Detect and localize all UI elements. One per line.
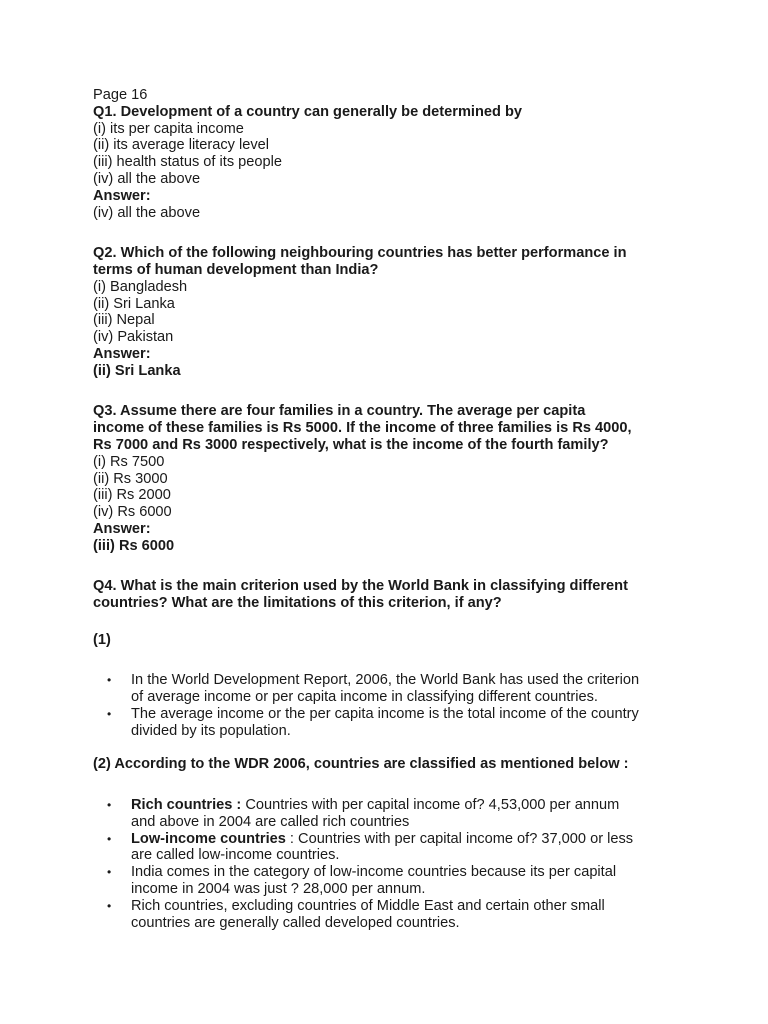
- list-item-line: are called low-income countries.: [131, 847, 340, 864]
- q3-question-line: income of these families is Rs 5000. If the income of three families is Rs 4000,: [93, 420, 632, 437]
- list-item-line: • The average income or the per capita income is the total income of the country: [131, 705, 639, 722]
- q3-option: (iii) Rs 2000: [93, 487, 171, 504]
- q2-option: (i) Bangladesh: [93, 278, 188, 295]
- q1-option: (ii) its average literacy level: [93, 137, 269, 154]
- list-item-text: Countries with per capital income of? 4,53,000 per annum: [241, 797, 620, 814]
- q3-option: (i) Rs 7500: [93, 453, 165, 470]
- q2-question-line: Q2. Which of the following neighbouring countries has better performance in: [93, 245, 627, 262]
- q1-answer: (iv) all the above: [93, 204, 201, 221]
- q1-answer-label: Answer:: [93, 187, 151, 204]
- list-item-line: of average income or per capita income in classifying different countries.: [131, 689, 598, 706]
- q1-option: (i) its per capita income: [93, 120, 244, 137]
- list-item: [93, 831, 683, 865]
- q2-option: (iii) Nepal: [93, 312, 155, 329]
- list-item-line: • In the World Development Report, 2006, the World Bank has used the criterion: [131, 672, 640, 689]
- q2-question-line: terms of human development than India?: [93, 261, 379, 278]
- q1-question: Q1. Development of a country can generally be determined by: [93, 103, 523, 120]
- list-item-text: : Countries with per capital income of? 37,000 or less: [285, 830, 634, 847]
- q2-option: (ii) Sri Lanka: [93, 295, 175, 312]
- q3-answer-label: Answer:: [93, 520, 151, 537]
- q4-part2-list: [93, 797, 683, 931]
- q2-answer-label: Answer:: [93, 345, 151, 362]
- document-content: [93, 87, 683, 931]
- q2-option: (iv) Pakistan: [93, 329, 174, 346]
- list-item-line: countries are generally called developed countries.: [131, 914, 460, 931]
- q4-question-line: Q4. What is the main criterion used by the World Bank in classifying different: [93, 578, 628, 595]
- list-item: [93, 797, 683, 831]
- q2-answer: (ii) Sri Lanka: [93, 362, 181, 379]
- list-item-line: • Rich countries, excluding countries of Middle East and certain other small: [131, 897, 605, 914]
- q3-option: (iv) Rs 6000: [93, 504, 172, 521]
- list-item: [93, 864, 683, 898]
- q3-question-line: Q3. Assume there are four families in a country. The average per capita: [93, 403, 586, 420]
- list-item-bold: Low-income countries: [131, 830, 286, 847]
- list-item-line: and above in 2004 are called rich countries: [131, 813, 410, 830]
- list-item: [93, 706, 683, 740]
- q4-part1-list: [93, 672, 683, 739]
- q1-option: (iv) all the above: [93, 170, 201, 187]
- q4-question-line: countries? What are the limitations of this criterion, if any?: [93, 595, 502, 612]
- q3-answer: (iii) Rs 6000: [93, 537, 175, 554]
- page-label: Page 16: [93, 87, 148, 103]
- q3-question-line: Rs 7000 and Rs 3000 respectively, what is the income of the fourth family?: [93, 436, 609, 453]
- list-item-bold: Rich countries :: [131, 797, 242, 814]
- q1-option: (iii) health status of its people: [93, 154, 283, 171]
- list-item-line: • India comes in the category of low-income countries because its per capital: [131, 864, 617, 881]
- list-item: [93, 672, 683, 706]
- list-item: [93, 898, 683, 932]
- list-item-line: income in 2004 was just ? 28,000 per annum.: [131, 881, 426, 898]
- q3-option: (ii) Rs 3000: [93, 470, 168, 487]
- q4-part1-label: (1): [93, 631, 111, 648]
- list-item-line: divided by its population.: [131, 722, 291, 739]
- q4-part2-label: (2) According to the WDR 2006, countries are classified as mentioned below :: [93, 756, 629, 773]
